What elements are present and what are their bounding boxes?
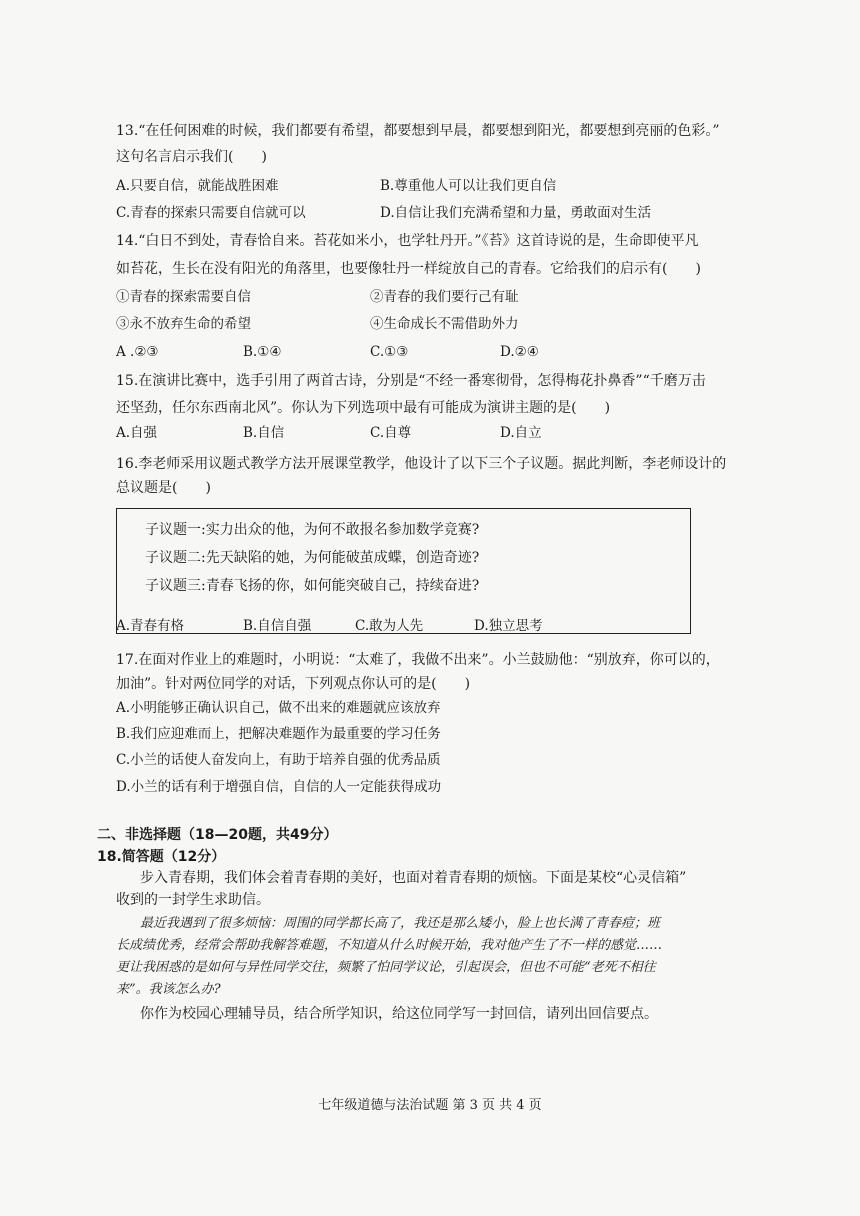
q14-option-a: A .②③ [116, 344, 159, 360]
q18-title: 18.简答题（12分） [97, 849, 226, 865]
q15-stem-line1: 15.在演讲比赛中，选手引用了两首古诗，分别是“不经一番寒彻骨，怎得梅花扑鼻香”“千磨万击 [116, 373, 706, 389]
q16-subtopic-2: 子议题二:先天缺陷的她，为何能破茧成蝶，创造奇迹? [145, 550, 480, 566]
q14-option-c: C.①③ [370, 344, 409, 360]
q13-stem-line1: 13.“在任何困难的时候，我们都要有希望，都要想到早晨，都要想到阳光，都要想到亮丽的色彩。” [116, 123, 720, 139]
q16-subtopic-1: 子议题一:实力出众的他，为何不敢报名参加数学竞赛? [145, 522, 480, 538]
q16-stem-line2: 总议题是( ) [116, 480, 211, 496]
q16-subtopic-3: 子议题三:青春飞扬的你，如何能突破自己，持续奋进? [145, 578, 480, 594]
q14-statement-3: ③永不放弃生命的希望 [116, 316, 251, 332]
q18-intro-line2: 收到的一封学生求助信。 [116, 892, 270, 908]
page-footer: 七年级道德与法治试题 第 3 页 共 4 页 [318, 1098, 542, 1113]
q17-option-d: D.小兰的话有利于增强自信，自信的人一定能获得成功 [116, 779, 442, 795]
q16-subtopic-box [116, 508, 691, 634]
q14-statement-4: ④生命成长不需借助外力 [370, 316, 519, 332]
q16-option-c: C.敢为人先 [355, 618, 424, 634]
q16-option-a: A.青春有格 [116, 618, 185, 634]
q13-stem-line2: 这句名言启示我们( ) [116, 149, 267, 165]
q16-option-b: B.自信自强 [243, 618, 312, 634]
q17-option-a: A.小明能够正确认识自己，做不出来的难题就应该放弃 [116, 700, 441, 716]
q14-option-b: B.①④ [243, 344, 282, 360]
q18-letter-line1: 最近我遇到了很多烦恼：周围的同学都长高了，我还是那么矮小，脸上也长满了青春痘；班 [140, 916, 661, 931]
q18-task: 你作为校园心理辅导员，结合所学知识，给这位同学写一封回信，请列出回信要点。 [140, 1006, 658, 1022]
q16-option-d: D.独立思考 [474, 618, 543, 634]
q14-statement-2: ②青春的我们要行己有耻 [370, 289, 519, 305]
q15-option-c: C.自尊 [370, 425, 412, 441]
q15-option-d: D.自立 [500, 425, 542, 441]
q14-stem-line2: 如苔花，生长在没有阳光的角落里，也要像牡丹一样绽放自己的青春。它给我们的启示有( ) [116, 261, 701, 277]
q14-option-d: D.②④ [500, 344, 539, 360]
q13-option-c: C.青春的探索只需要自信就可以 [116, 205, 306, 221]
section-heading-nonchoice: 二、非选择题（18—20题，共49分） [97, 827, 338, 843]
q16-stem-line1: 16.李老师采用议题式教学方法开展课堂教学，他设计了以下三个子议题。据此判断，李老师设计的 [116, 456, 727, 472]
q17-option-b: B.我们应迎难而上，把解决难题作为最重要的学习任务 [116, 726, 441, 742]
q17-stem-line2: 加油”。针对两位同学的对话，下列观点你认可的是( ) [116, 676, 471, 692]
q18-letter-line3: 更让我困惑的是如何与异性同学交往，频繁了怕同学议论，引起误会，但也不可能“老死不相往 [116, 960, 656, 975]
q17-option-c: C.小兰的话使人奋发向上，有助于培养自强的优秀品质 [116, 752, 441, 768]
q15-option-b: B.自信 [243, 425, 285, 441]
q13-option-a: A.只要自信，就能战胜困难 [116, 178, 279, 194]
q15-option-a: A.自强 [116, 425, 158, 441]
q14-statement-1: ①青春的探索需要自信 [116, 289, 251, 305]
q18-letter-line2: 长成绩优秀，经常会帮助我解答难题，不知道从什么时候开始，我对他产生了不一样的感觉…… [116, 938, 663, 953]
q13-option-d: D.自信让我们充满希望和力量，勇敢面对生活 [380, 205, 652, 221]
q18-letter-line4: 来”。我该怎么办? [116, 982, 221, 997]
q14-stem-line1: 14.“白日不到处，青春恰自来。苔花如米小，也学牡丹开。”《苔》这首诗说的是，生命即使平凡 [116, 233, 699, 249]
q18-intro-line1: 步入青春期，我们体会着青春期的美好，也面对着青春期的烦恼。下面是某校“心灵信箱” [140, 870, 687, 886]
q15-stem-line2: 还坚劲，任尔东西南北风”。你认为下列选项中最有可能成为演讲主题的是( ) [116, 400, 611, 416]
q13-option-b: B.尊重他人可以让我们更自信 [380, 178, 557, 194]
q17-stem-line1: 17.在面对作业上的难题时，小明说：“太难了，我做不出来”。小兰鼓励他：“别放弃，你可以的， [116, 652, 720, 668]
